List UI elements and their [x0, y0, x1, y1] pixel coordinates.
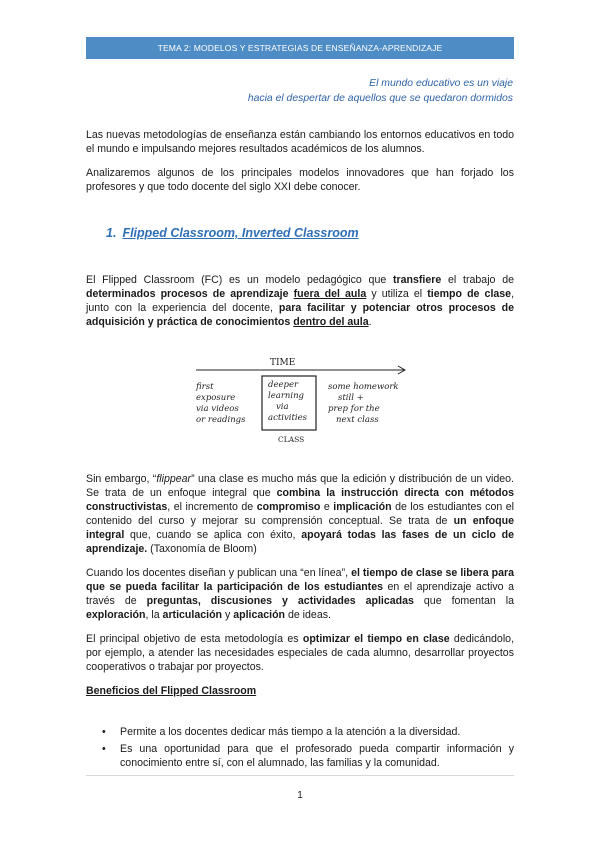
benefits-list: [100, 725, 514, 773]
intro-paragraph-2: Analizaremos algunos de los principales modelos innovadores que han forjado los profesores y que todo docente del siglo XXI debe conocer.: [86, 167, 514, 193]
left-note-2: exposure: [196, 393, 236, 403]
epigraph: [248, 77, 513, 106]
center-note-2: learning: [268, 391, 304, 401]
right-note-4: next class: [336, 415, 379, 425]
list-item: • Permite a los docentes dedicar más tiempo a la atención a la diversidad.: [102, 726, 461, 738]
section-title: Flipped Classroom, Inverted Classroom: [122, 226, 359, 240]
bullet-icon: •: [102, 726, 106, 738]
center-note-1: deeper: [268, 380, 299, 390]
epigraph-line-1: El mundo educativo es un viaje: [369, 78, 513, 89]
left-note-3: via videos: [196, 404, 239, 414]
class-label: CLASS: [278, 435, 305, 444]
chapter-header: TEMA 2: MODELOS Y ESTRATEGIAS DE ENSEÑANZA-APRENDIZAJE: [86, 37, 514, 59]
footer-divider: [86, 775, 514, 776]
left-note-1: first: [196, 382, 214, 392]
center-note-4: activities: [268, 413, 308, 423]
flipped-classroom-sketch: [192, 356, 414, 446]
docentes-paragraph: Cuando los docentes diseñan y publican una “en línea”, el tiempo de clase se libera para que se pueda facilitar la participación de los estudiantes en el aprendizaje activo a través de preguntas, discusiones y actividades aplicadas que fomentan la exploración, la articulación y aplicación de ideas.: [86, 567, 514, 621]
center-note-3: via: [276, 402, 289, 412]
list-item: • Es una oportunidad para que el profesorado pueda compartir información y conocimiento entre sí, con el alumnado, las familias y la comunidad.: [102, 742, 514, 769]
epigraph-line-2: hacia el despertar de aquellos que se quedaron dormidos: [247, 92, 513, 104]
bullet-icon: •: [102, 742, 106, 755]
page-number: 1: [297, 790, 303, 801]
section-number: 1.: [106, 226, 117, 240]
time-label: TIME: [270, 358, 296, 368]
fc-definition-paragraph: El Flipped Classroom (FC) es un modelo pedagógico que transfiere el trabajo de determinados procesos de aprendizaje fuera del aula y utiliza el tiempo de clase, junto con la experiencia del docente, para facilitar y potenciar otros procesos de adquisición y práctica de conocimientos dentro del aula.: [86, 274, 515, 328]
section-heading: [106, 226, 359, 240]
left-note-4: or readings: [196, 415, 246, 425]
flippear-paragraph: Sin embargo, “flippear” una clase es mucho más que la edición y distribución de un video. Se trata de un enfoque integral que combina la instrucción directa con métodos constructivistas, el incremento de compromiso e implicación de los estudiantes con el contenido del curso y mejorar su comprensión conceptual. Se trata de un enfoque integral que, cuando se aplica con éxito, apoyará todas las fases de un ciclo de aprendizaje. (Taxonomía de Bloom): [86, 473, 515, 555]
benefits-heading: Beneficios del Flipped Classroom: [86, 685, 257, 697]
intro-paragraph-1: Las nuevas metodologías de enseñanza están cambiando los entornos educativos en todo el mundo e impulsando mejores resultados académicos de los alumnos.: [86, 129, 514, 155]
objetivo-paragraph: El principal objetivo de esta metodología es optimizar el tiempo en clase dedicándolo, por ejemplo, a atender las necesidades especiales de cada alumno, desarrollar proyectos cooperativos o trabajar por proyectos.: [86, 633, 515, 673]
right-note-1: some homework: [328, 382, 399, 392]
right-note-2: still +: [338, 393, 364, 403]
right-note-3: prep for the: [328, 404, 380, 414]
